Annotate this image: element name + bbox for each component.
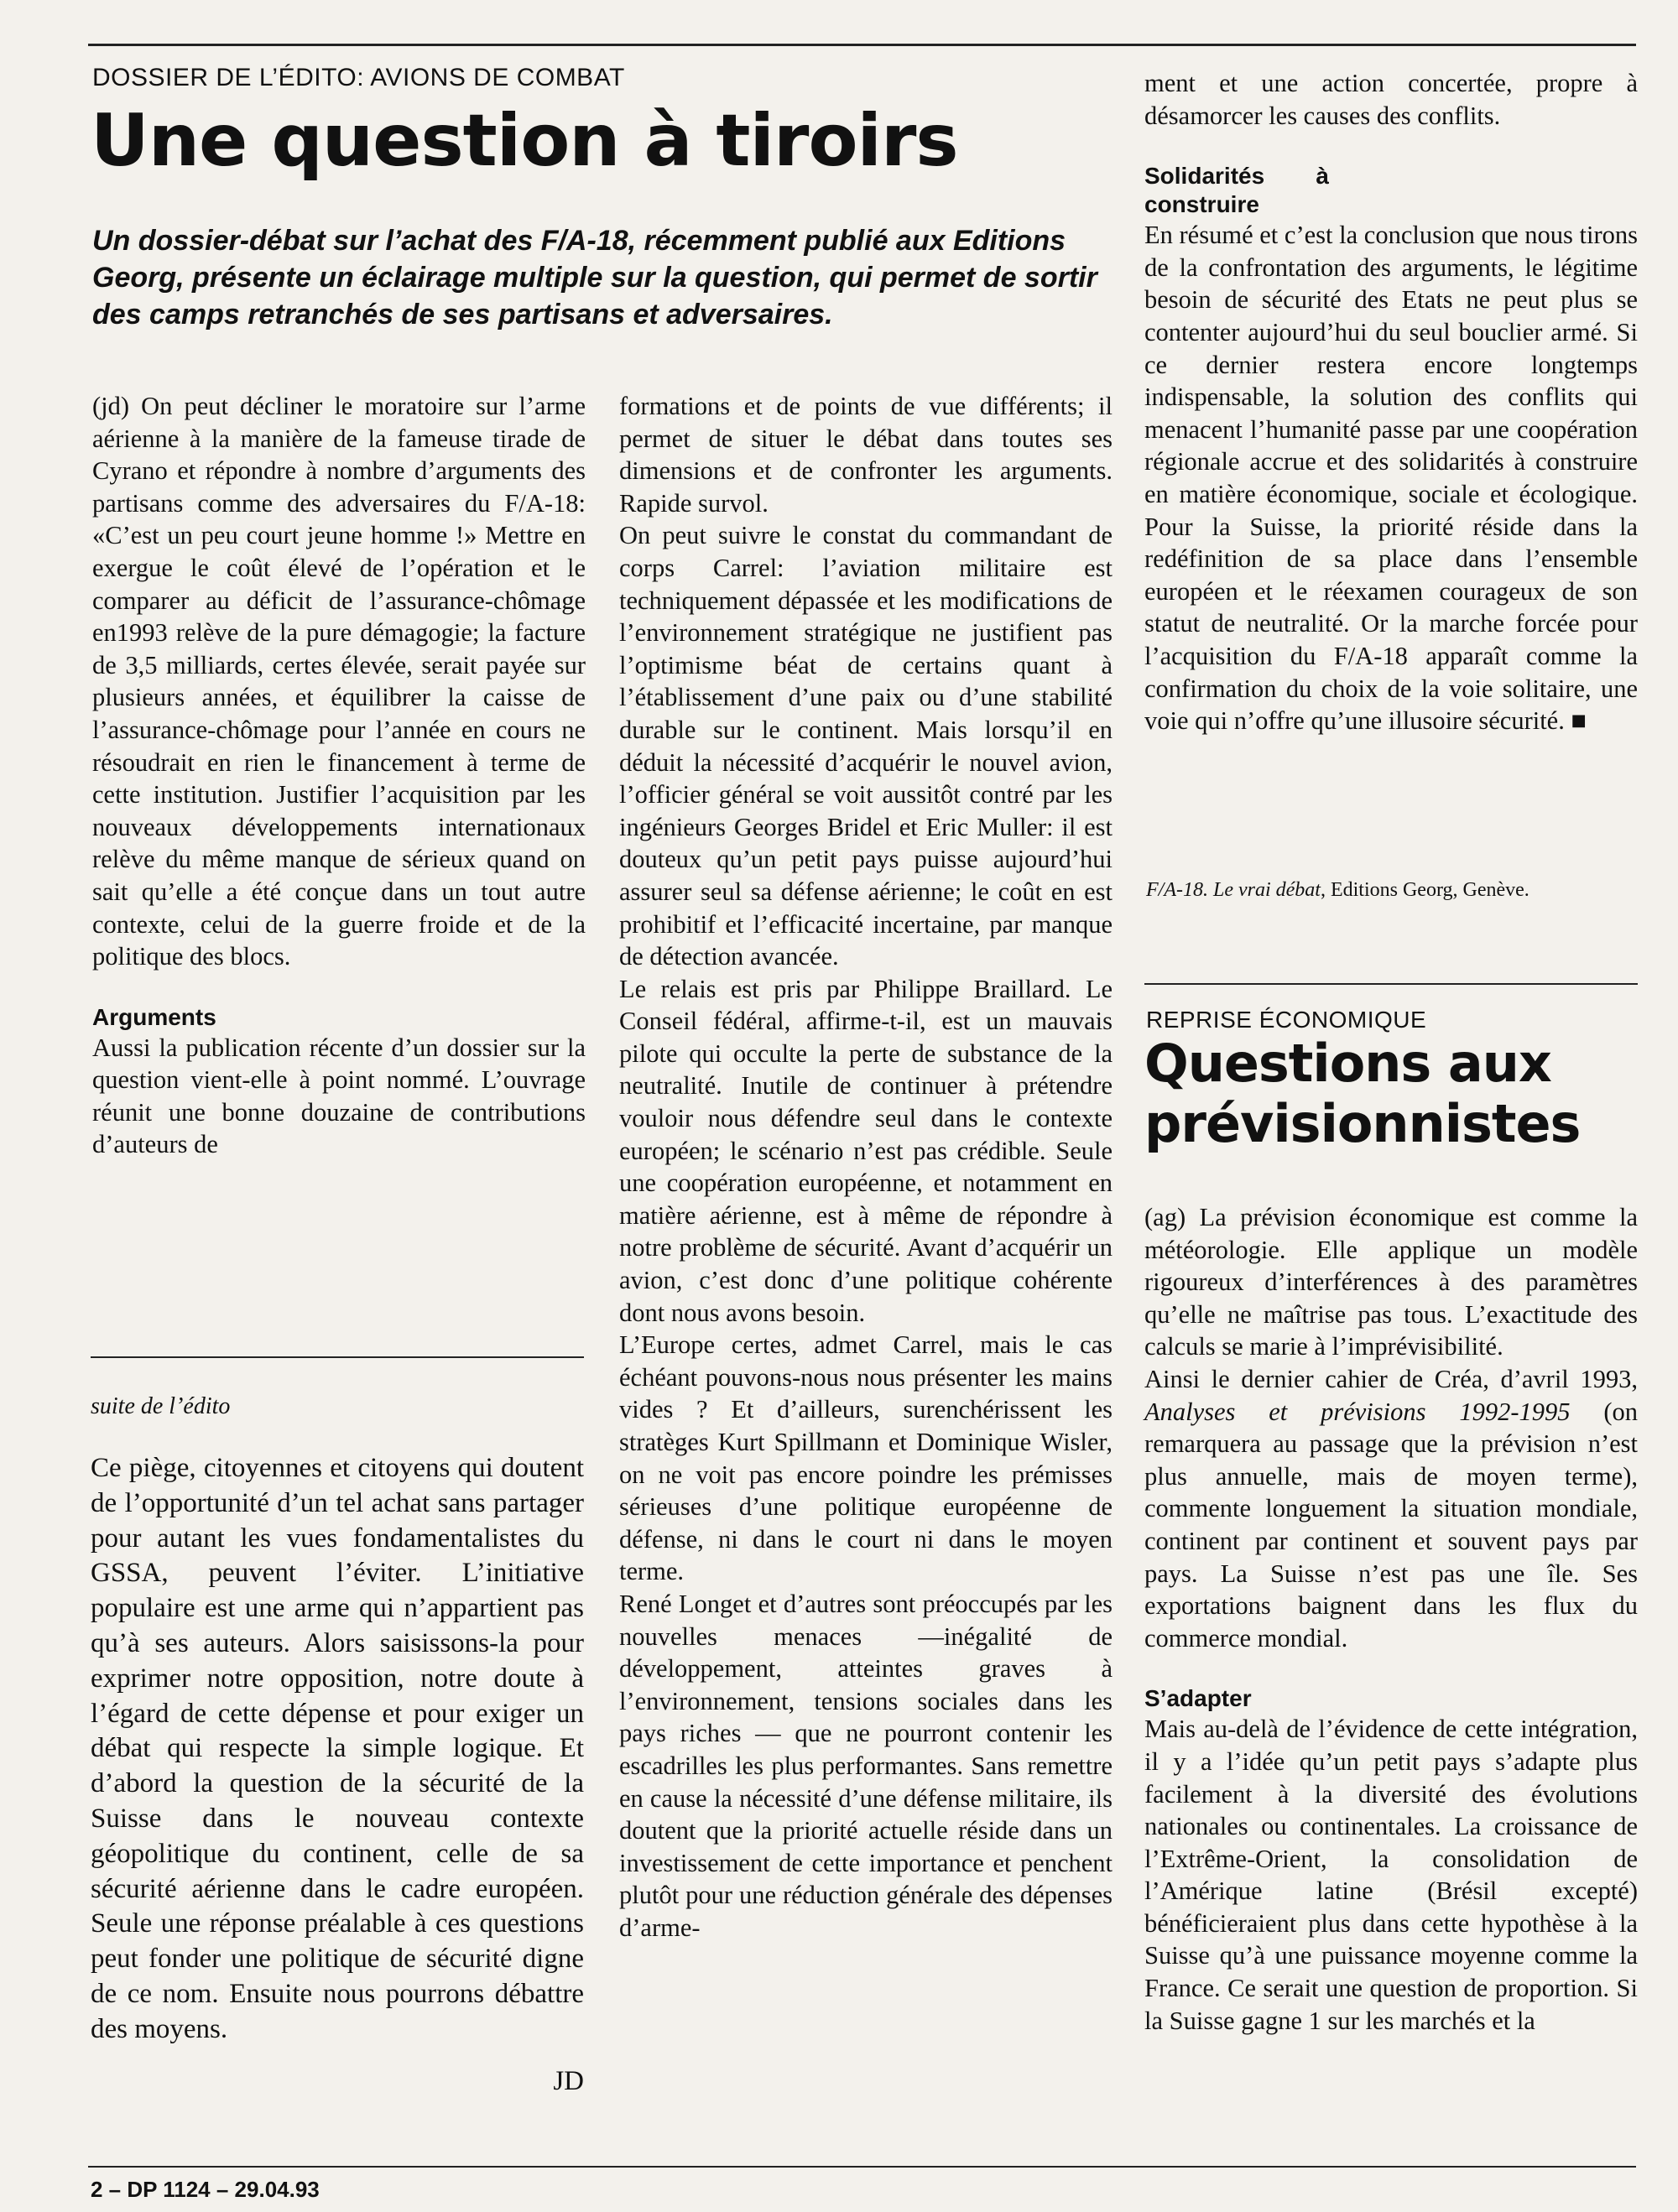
edito-label: suite de l’édito <box>91 1393 231 1419</box>
col2-paragraph-1: formations et de points de vue différents; il permet de situer le débat dans toutes ses dimensions et de confronter les arguments. Rapide survol. <box>619 392 1113 518</box>
article2-title <box>1144 1033 1580 1154</box>
article1-column-1 <box>92 390 586 1161</box>
article2-paragraph-3: Mais au-delà de l’évidence de cette intégration, il y a l’idée qu’un petit pays s’adapte plus facilement à la diversité des évolutions nationales ou continentales. La croissance de l’Extrême-Orient, la consolidation de l’Amérique latine (Brésil excepté) bénéficieraient plus dans cette hypothèse à la Suisse qu’à une puissance moyenne comme la France. Ce serait une question de proportion. Si la Suisse gagne 1 sur les marchés et la <box>1144 1715 1638 2035</box>
col3-paragraph-2: En résumé et c’est la conclusion que nous tirons de la confrontation des arguments, le légitime besoin de sécurité des Etats ne peut plus se contenter aujourd’hui du seul bouclier armé. Si ce dernier restera encore longtemps indispensable, la solution des conflits qui menacent l’humanité passe par une coopération régionale accrue et des solidarités à construire en matière économique, sociale et écologique. Pour la Suisse, la priorité réside dans la redéfinition de sa place dans l’ensemble européen et le réexamen courageux de son statut de neutralité. Or la marche forcée pour l’acquisition du F/A-18 apparaît comme la confirmation du choix de la voie solitaire, une voie qui n’offre qu’une illusoire sécurité. ■ <box>1144 221 1638 736</box>
article2-paragraph-2-start: Ainsi le dernier cahier de Créa, d’avril 1993, <box>1144 1364 1638 1393</box>
article2-paragraph-1: (ag) La prévision économique est comme la météorologie. Elle applique un modèle rigoureux d’interférences à des paramètres qu’elle ne maîtrise pas tous. L’exactitude des calculs se marie à l’imprévisibilité. <box>1144 1203 1638 1361</box>
article2-paragraph-2 <box>1144 1363 1638 1654</box>
col3-paragraph-1: ment et une action concertée, propre à désamorcer les causes des conflits. <box>1144 69 1638 130</box>
col2-paragraph-3: Le relais est pris par Philippe Braillard. Le Conseil fédéral, affirme-t-il, est un mauvais pilote qui occulte la perte de substance de la neutralité. Inutile de continuer à prétendre vouloir nous défendre seul dans le contexte européen; le scénario n’est pas crédible. Seule une coopération européenne, et notamment en matière aérienne, est à même de répondre à notre problème de sécurité. Avant d’acquérir un avion, c’est donc d’une politique cohérente dont nous avons besoin. <box>619 974 1113 1327</box>
article1-kicker: DOSSIER DE L’ÉDITO: AVIONS DE COMBAT <box>92 64 625 91</box>
article2-title-line-2: prévisionnistes <box>1144 1093 1581 1154</box>
article2-paragraph-2-end: (on remarquera au passage que la prévision n’est plus annuelle, mais de moyen terme), commente longuement la situation mondiale, continent par continent et souvent pays par pays. La Suisse n’est pas une île. Ses exportations baignent dans les flux du commerce mondial. <box>1144 1397 1638 1652</box>
col2-paragraph-2: On peut suivre le constat du commandant de corps Carrel: l’aviation militaire est techniquement dépassée et les modifications de l’environnement stratégique ne justifient pas l’optimisme béat de certains quant à l’établissement d’une paix ou d’une stabilité durable sur le continent. Mais lorsqu’il en déduit la nécessité d’acquérir le nouvel avion, l’officier général se voit aussitôt contré par les ingénieurs Georges Bridel et Eric Muller: il est douteux qu’un petit pays puisse aujourd’hui assurer seul sa défense aérienne; le coût en est prohibitif et l’efficacité incertaine, par manque de détection avancée. <box>619 521 1113 971</box>
article2-title-line-1: Questions aux <box>1144 1033 1551 1094</box>
article2-kicker: REPRISE ÉCONOMIQUE <box>1146 1007 1427 1033</box>
edito-text: Ce piège, citoyennes et citoyens qui doutent de l’opportunité d’un tel achat sans partager pour autant les vues fondamentalistes du GSSA, peuvent l’éviter. L’initiative populaire est une arme qui n’appartient pas qu’à ses auteurs. Alors saisissons-la pour exprimer notre opposition, notre doute à l’égard de cette dépense et pour exiger un débat qui respecte la simple logique. Et d’abord la question de la sécurité de la Suisse dans le nouveau contexte géopolitique du continent, celle de sa sécurité aérienne dans le cadre européen. Seule une réponse préalable à ces questions peut fonder une politique de sécurité digne de ce nom. Ensuite nous pourrons débattre des moyens. <box>91 1453 584 2044</box>
article2-column <box>1144 1201 1638 2037</box>
col2-paragraph-4: L’Europe certes, admet Carrel, mais le cas échéant pouvons-nous nous présenter les mains vides ? Et d’ailleurs, surenchérissent les stratèges Kurt Spillmann et Dominique Wisler, on ne voit pas encore poindre les prémisses sérieuses d’une politique européenne de défense, ni dans le court ni dans le moyen terme. <box>619 1330 1113 1586</box>
footer-rule <box>88 2166 1636 2168</box>
edito-rule <box>91 1356 584 1358</box>
article1-lead: Un dossier-débat sur l’achat des F/A-18, récemment publié aux Editions Georg, présente un éclairage multiple sur la question, qui permet de sortir des camps retranchés de ses partisans et adversaires. <box>92 225 1097 330</box>
article1-column-3 <box>1144 67 1638 737</box>
col1-paragraph-1: (jd) On peut décliner le moratoire sur l’arme aérienne à la manière de la fameuse tirade de Cyrano et répondre à nombre d’arguments des partisans comme des adversaires du F/A-18: «C’est un peu court jeune homme !» Mettre en exergue le coût élevé de l’opération et le comparer au déficit de l’assurance-chômage en1993 relève de la pure démagogie; la facture de 3,5 milliards, certes élevée, serait payée sur plusieurs années, et équilibrer la caisse de l’assurance-chômage pour l’année en cours ne résoudrait en rien le financement à terme de cette institution. Justifier l’acquisition par les nouveaux développements internationaux relève du même manque de sérieux quand on sait qu’elle a été conçue dans un tout autre contexte, celui de la guerre froide et de la politique des blocs. <box>92 392 586 971</box>
edito-signature: JD <box>553 2065 584 2096</box>
article2-rule <box>1144 983 1638 985</box>
edito-block <box>91 1392 584 2099</box>
col1-subheading: Arguments <box>92 1003 216 1030</box>
article1-title: Une question à tiroirs <box>91 99 958 183</box>
book-reference <box>1146 877 1639 903</box>
col2-paragraph-5: René Longet et d’autres sont préoccupés par les nouvelles menaces —inégalité de développement, atteintes graves à l’environnement, tensions sociales dans les pays riches — que ne pourront contenir les escadrilles les plus performantes. Sans remettre en cause la nécessité d’une défense militaire, ils doutent que la priorité actuelle réside dans un investissement de cette importance et penchent plutôt pour une réduction générale des dépenses d’arme- <box>619 1589 1113 1942</box>
article2-cited-title: Analyses et prévisions 1992-1995 <box>1144 1397 1571 1426</box>
page-footer: 2 – DP 1124 – 29.04.93 <box>91 2177 320 2202</box>
book-reference-publisher: , Editions Georg, Genève. <box>1320 879 1529 901</box>
article1-column-2 <box>619 390 1113 1944</box>
col1-paragraph-2: Aussi la publication récente d’un dossier sur la question vient-elle à point nommé. L’ouvrage réunit une bonne douzaine de contributions d’auteurs de <box>92 1033 586 1159</box>
col3-subheading: Solidarités à construire <box>1144 163 1329 218</box>
top-rule <box>88 44 1636 46</box>
book-reference-title: F/A-18. Le vrai débat <box>1146 879 1321 901</box>
article2-subheading: S’adapter <box>1144 1685 1252 1712</box>
